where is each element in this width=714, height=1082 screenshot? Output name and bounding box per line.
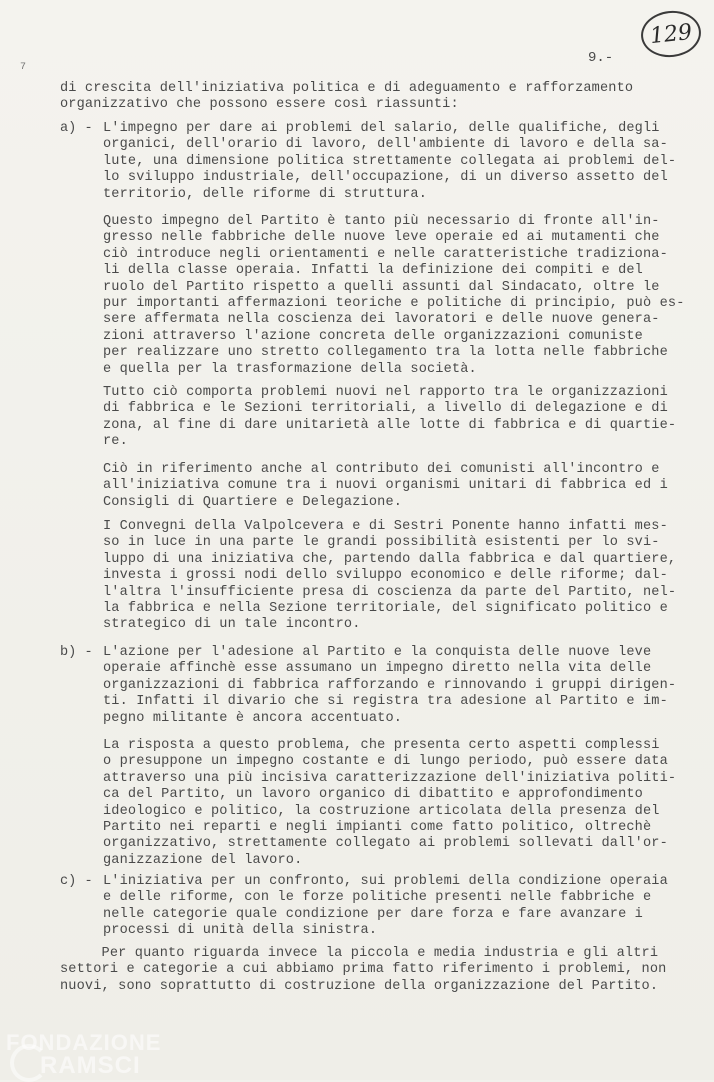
page-number: 9.- [588, 50, 614, 66]
item-a-label: a) - [60, 121, 93, 136]
watermark-line-1: FONDAZIONE [6, 1030, 162, 1055]
archive-number: 129 [648, 19, 694, 49]
fondazione-gramsci-watermark [6, 1030, 206, 1079]
margin-mark: 7 [20, 62, 27, 73]
item-b-paragraph-1: L'azione per l'adesione al Partito e la conquista delle nuove leve operaie affinchè esse assumano un impegno diretto nella vita delle organizzazioni di fabbrica rafforzando e rinnovando i gruppi dirigen- ti. Infatti il divario che si registra tra adesione al Partito e im- pegno militante è ancora accentuato. [103, 645, 677, 726]
item-a-paragraph-2: Questo impegno del Partito è tanto più necessario di fronte all'in- gresso nelle fabbriche delle nuove leve operaie ed ai mutamenti che ciò introduce negli orientamenti e nelle caratteristiche tradiziona- li della classe operaia. Infatti la definizione dei compiti e del ruolo del Partito rispetto a quelli assunti dal Sindacato, oltre le pur importanti affermazioni teoriche e politiche di principio, può es- sere affermata nella coscienza dei lavoratori e delle nuove genera- zioni attraverso l'azione concreta delle organizzazioni comuniste per realizzare uno stretto collegamento tra la lotta nelle fabbriche e quella per la trasformazione della società. [103, 214, 685, 377]
item-b-paragraph-2: La risposta a questo problema, che presenta certo aspetti complessi o presuppone un impegno costante e di lungo periodo, può essere data attraverso una più incisiva caratterizzazione dell'iniziativa politi- ca del Partito, un lavoro organico di dibattito e approfondimento ideologico e politico, la costruzione articolata della presenza del Partito nei reparti e negli impianti come fatto politico, oltrechè organizzativo, strettamente collegato ai problemi sollevati dall'or- ganizzazione del lavoro. [103, 738, 677, 868]
item-a-paragraph-4: Ciò in riferimento anche al contributo dei comunisti all'incontro e all'iniziativa comune tra i nuovi organismi unitari di fabbrica ed i Consigli di Quartiere e Delegazione. [103, 462, 668, 510]
closing-paragraph: Per quanto riguarda invece la piccola e media industria e gli altri settori e categorie a cui abbiamo prima fatto riferimento i problemi, non nuovi, sono soprattutto di costruzione della organizzazione del Partito. [60, 946, 667, 994]
item-a-paragraph-5: I Convegni della Valpolcevera e di Sestri Ponente hanno infatti mes- so in luce in una parte le grandi possibilità esistenti per lo svi- luppo di una iniziativa che, partendo dalla fabbrica e dal quartiere, investa i grossi nodi dello sviluppo economico e delle riforme; dal- l'altra l'insufficiente presa di coscienza da parte del Partito, nel- la fabbrica e nella Sezione territoriale, del significato politico e strategico di un tale incontro. [103, 519, 677, 633]
item-a-paragraph-3: Tutto ciò comporta problemi nuovi nel rapporto tra le organizzazioni di fabbrica e le Sezioni territoriali, a livello di delegazione e di zona, al fine di dare unitarietà alle lotte di fabbrica e di quartie- re. [103, 385, 677, 450]
item-b-label: b) - [60, 645, 93, 660]
item-c-paragraph-1: L'iniziativa per un confronto, sui problemi della condizione operaia e delle riforme, con le forze politiche presenti nelle fabbriche e nelle categorie quale condizione per dare forza e fare avanzare i processi di unità della sinistra. [103, 874, 668, 939]
intro-paragraph: di crescita dell'iniziativa politica e di adeguamento e rafforzamento organizzativo che possono essere così riassunti: [60, 81, 634, 113]
item-a-paragraph-1: L'impegno per dare ai problemi del salario, delle qualifiche, degli organici, dell'orario di lavoro, dell'ambiente di lavoro e della sa- lute, una dimensione politica strettamente collegata ai problemi del- lo sviluppo industriale, dell'occupazione, di un diverso assetto del territorio, delle riforme di struttura. [103, 121, 677, 202]
watermark-line-2: RAMSCI [40, 1052, 141, 1079]
archive-number-stamp [639, 8, 703, 60]
item-c-label: c) - [60, 874, 93, 889]
